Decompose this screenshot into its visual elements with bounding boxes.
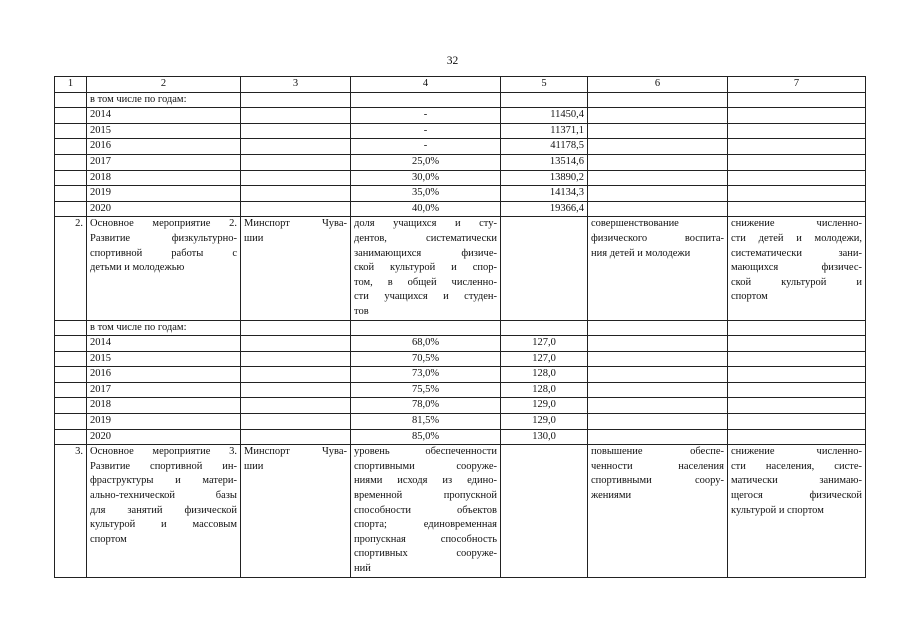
year-row [55, 398, 866, 414]
cell-line: детьми и молодежью [90, 262, 185, 274]
cell-line: сти учащихся и студен- [354, 291, 497, 303]
value-cell: 11450,4 [501, 108, 588, 124]
year-cell: 2020 [87, 429, 241, 445]
value-cell: 127,0 [501, 351, 588, 367]
year-cell: 2016 [87, 367, 241, 383]
cell-line: ально-технической базы [90, 490, 237, 502]
cell-line: физического воспита- [591, 232, 724, 244]
cell-line: культурой и массовым [90, 519, 237, 531]
program-table [54, 76, 866, 578]
cell-line: спортом [90, 533, 127, 545]
indicator-cell: 75,5% [351, 382, 501, 398]
header-cell: 7 [728, 77, 866, 93]
header-row [55, 77, 866, 93]
year-cell: 2015 [87, 351, 241, 367]
cell-line: спортивных сооруже- [354, 548, 497, 560]
cell-line: способности объектов [354, 504, 497, 516]
indicator-cell: 40,0% [351, 201, 501, 217]
subtitle-cell: в том числе по годам: [87, 320, 241, 336]
subtitle-cell: в том числе по годам: [87, 92, 241, 108]
value-cell: 127,0 [501, 336, 588, 352]
cell-line: шии [244, 460, 264, 472]
value-cell: 11371,1 [501, 123, 588, 139]
cell-line: ниями исходя из едино- [354, 475, 497, 487]
responsible-executor [241, 217, 351, 320]
year-row [55, 429, 866, 445]
item-number: 2. [55, 217, 87, 320]
cell-line: матически занимаю- [731, 475, 862, 487]
cell-line: ния детей и молодежи [591, 247, 691, 259]
cell-line: сти детей и молодежи, [731, 232, 862, 244]
header-cell: 6 [588, 77, 728, 93]
expected-result [588, 217, 728, 320]
indicator-cell: 30,0% [351, 170, 501, 186]
value-cell: 19366,4 [501, 201, 588, 217]
cell-line: культурой и спортом [731, 504, 824, 516]
page-number: 32 [446, 55, 459, 67]
year-row [55, 108, 866, 124]
year-row [55, 201, 866, 217]
value-cell: 14134,3 [501, 186, 588, 202]
year-cell: 2014 [87, 336, 241, 352]
indicator-cell: 73,0% [351, 367, 501, 383]
indicator-cell: - [351, 139, 501, 155]
value-cell: 13890,2 [501, 170, 588, 186]
cell-line: том, в общей численно- [354, 276, 497, 288]
measure-title [87, 445, 241, 577]
year-row [55, 154, 866, 170]
cell-line: совершенствование [591, 218, 679, 230]
cell-line: ской культурой и спор- [354, 262, 497, 274]
indicator-cell: - [351, 123, 501, 139]
value-cell: 129,0 [501, 414, 588, 430]
cell-line: повышение обеспе- [591, 446, 724, 458]
cell-line: Основное мероприятие 2. [90, 218, 237, 230]
year-row [55, 414, 866, 430]
indicator-cell: - [351, 108, 501, 124]
year-cell: 2014 [87, 108, 241, 124]
header-cell: 2 [87, 77, 241, 93]
year-row [55, 139, 866, 155]
cell-line: Основное мероприятие 3. [90, 446, 237, 458]
cell-line: временной пропускной [354, 490, 497, 502]
cell-line: спортом [731, 291, 768, 303]
cell-line: дентов, систематически [354, 232, 497, 244]
year-cell: 2015 [87, 123, 241, 139]
responsible-executor [241, 445, 351, 577]
value-cell: 128,0 [501, 382, 588, 398]
year-row [55, 382, 866, 398]
cell-line: Минспорт Чува- [244, 446, 347, 458]
year-row [55, 123, 866, 139]
cell-line: спортивными соору- [591, 475, 724, 487]
value-cell: 41178,5 [501, 139, 588, 155]
cell-line: спортивными сооруже- [354, 460, 497, 472]
cell-line: Развитие физкультурно- [90, 232, 237, 244]
cell-line: фраструктуры и матери- [90, 475, 237, 487]
year-cell: 2020 [87, 201, 241, 217]
cell-line: шии [244, 232, 264, 244]
indicator-cell: 35,0% [351, 186, 501, 202]
header-cell: 1 [55, 77, 87, 93]
indicator-cell: 70,5% [351, 351, 501, 367]
year-row [55, 367, 866, 383]
cell-line: щегося физической [731, 490, 862, 502]
measure-title [87, 217, 241, 320]
value-cell: 129,0 [501, 398, 588, 414]
cell-line: доля учащихся и сту- [354, 218, 497, 230]
year-cell: 2016 [87, 139, 241, 155]
cell-line: спорта; единовременная [354, 519, 497, 531]
indicator-cell: 81,5% [351, 414, 501, 430]
cell-line: жениями [591, 490, 632, 502]
cell-line: ний [354, 563, 371, 574]
subtitle-row [55, 320, 866, 336]
target-indicator [351, 217, 501, 320]
year-row [55, 170, 866, 186]
header-cell: 3 [241, 77, 351, 93]
measure-row [55, 445, 866, 577]
cell-line: для занятий физической [90, 504, 237, 516]
cell-line: Развитие спортивной ин- [90, 460, 237, 472]
cell-line: систематически зани- [731, 247, 862, 259]
indicator-cell: 78,0% [351, 398, 501, 414]
cell-line: снижение численно- [731, 218, 862, 230]
cell-line: сти населения, систе- [731, 460, 862, 472]
value-cell: 13514,6 [501, 154, 588, 170]
cell-line: спортивной работы с [90, 247, 237, 259]
table-body [55, 77, 866, 578]
subtitle-row [55, 92, 866, 108]
indicator-cell: 25,0% [351, 154, 501, 170]
cell-line: пропускная способность [354, 533, 497, 545]
non-implementation-consequence [728, 445, 866, 577]
item-number: 3. [55, 445, 87, 577]
indicator-cell: 68,0% [351, 336, 501, 352]
indicator-cell: 85,0% [351, 429, 501, 445]
cell-line: Минспорт Чува- [244, 218, 347, 230]
year-row [55, 186, 866, 202]
year-row [55, 336, 866, 352]
year-cell: 2019 [87, 186, 241, 202]
value-cell: 130,0 [501, 429, 588, 445]
target-indicator [351, 445, 501, 577]
year-cell: 2017 [87, 154, 241, 170]
value-cell: 128,0 [501, 367, 588, 383]
year-cell: 2019 [87, 414, 241, 430]
header-cell: 5 [501, 77, 588, 93]
measure-row [55, 217, 866, 320]
cell-line: ченности населения [591, 460, 724, 472]
header-cell: 4 [351, 77, 501, 93]
year-cell: 2018 [87, 398, 241, 414]
cell-line: ской культурой и [731, 276, 862, 288]
cell-line: тов [354, 305, 369, 317]
year-cell: 2017 [87, 382, 241, 398]
expected-result [588, 445, 728, 577]
cell-line: занимающихся физиче- [354, 247, 497, 259]
cell-line: уровень обеспеченности [354, 446, 497, 458]
year-row [55, 351, 866, 367]
cell-line: мающихся физичес- [731, 262, 862, 274]
non-implementation-consequence [728, 217, 866, 320]
year-cell: 2018 [87, 170, 241, 186]
cell-line: снижение численно- [731, 446, 862, 458]
